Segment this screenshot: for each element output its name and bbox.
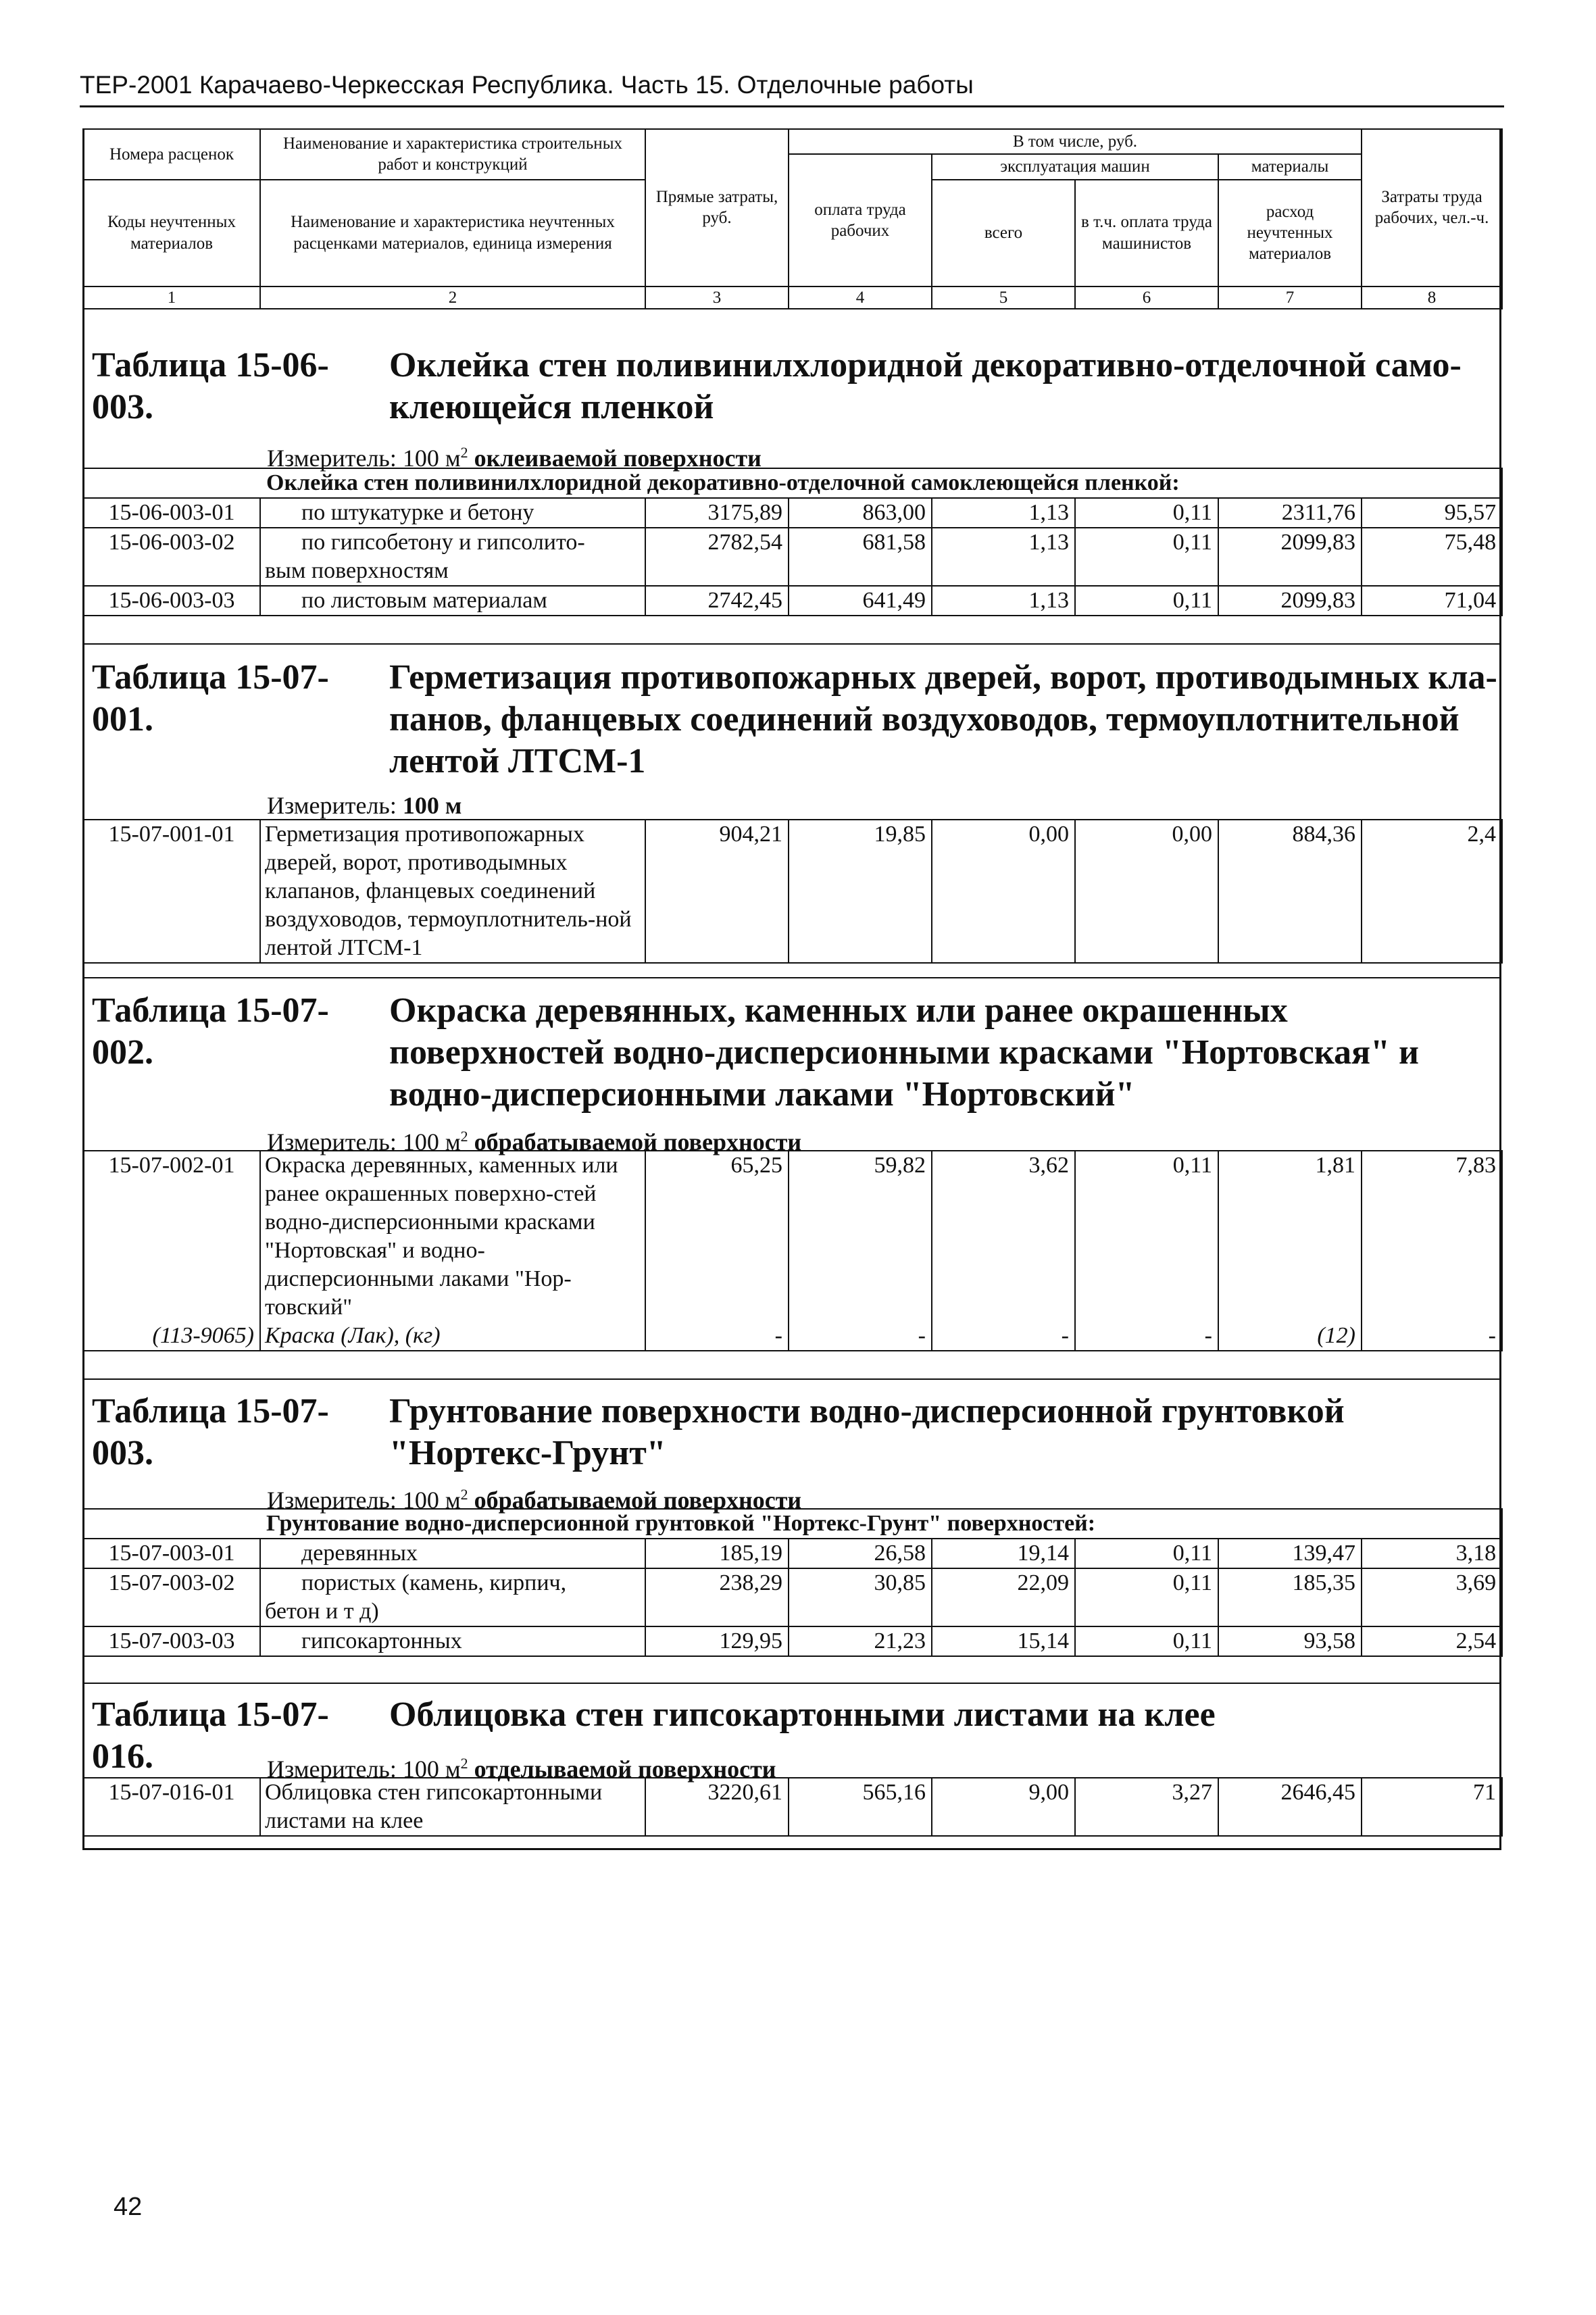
col-num-4: 4	[789, 287, 932, 309]
col-works-name: Наименование и характеристика строительных работ и конструкций	[260, 129, 645, 180]
page-number: 42	[114, 2193, 143, 2221]
table-row: 15-06-003-02 по гипсобетону и гипсолито- вым поверхностям 2782,54 681,58 1,13 0,11 2099,83 75,48	[83, 528, 1502, 586]
col-including: В том числе, руб.	[789, 129, 1362, 154]
rates-table	[82, 1777, 1503, 1837]
section-divider	[82, 643, 1501, 645]
table-title: Грунтование поверхности водно-дисперсионной грунтовкой "Нортекс-Грунт"	[389, 1392, 1345, 1472]
section-divider	[82, 977, 1501, 978]
table-title: Герметизация противопожарных дверей, ворот, противодымных кла-панов, фланцевых соединений воздуховодов, термоуплотнительной лентой ЛТСМ-1	[389, 658, 1497, 780]
measure-unit: Измеритель: 100 $м^2$ обрабатываемой поверхности	[267, 1486, 802, 1514]
table-row: 15-07-002-01 Окраска деревянных, каменных или ранее окрашенных поверхно-стей водно-дисперсионными красками "Нортовская" и водно-дисперсионными лаками "Нор-товский" 65,25 59,82 3,62 0,11 1,81 7,83	[83, 1151, 1502, 1322]
section-divider	[82, 1683, 1501, 1684]
rates-table	[82, 1508, 1503, 1657]
col-num-7: 7	[1218, 287, 1362, 309]
col-machines: эксплуатация машин	[932, 154, 1218, 179]
measure-unit: Измеритель: 100 $м^2$ отделываемой поверхности	[267, 1755, 776, 1783]
col-rate-numbers: Номера расценок	[83, 129, 260, 180]
table-number: Таблица 15-07-003.	[92, 1392, 329, 1472]
col-materials: материалы	[1218, 154, 1362, 179]
table-row: 15-07-001-01 Герметизация противопожарных дверей, ворот, противодымных клапанов, фланцевых соединений воздуховодов, термоуплотнитель-ной лентой ЛТСМ-1 904,21 19,85 0,00 0,00 884,36 2,4	[83, 820, 1502, 963]
col-machinist-wages: в т.ч. оплата труда машинистов	[1075, 180, 1218, 287]
table-row: 15-07-003-01 деревянных 185,19 26,58 19,14 0,11 139,47 3,18	[83, 1539, 1502, 1568]
col-machines-total: всего	[932, 180, 1075, 287]
table-number: Таблица 15-06-003.	[92, 346, 329, 426]
rates-table	[82, 468, 1503, 616]
measure-unit: Измеритель: 100 м	[267, 792, 462, 819]
rates-table	[82, 1150, 1503, 1351]
section-title	[92, 657, 1497, 782]
col-material-codes: Коды неучтенных материалов	[83, 180, 260, 287]
table-row: 15-06-003-03 по листовым материалам 2742,45 641,49 1,13 0,11 2099,83 71,04	[83, 586, 1502, 616]
table-row: 15-06-003-01 по штукатурке и бетону 3175,89 863,00 1,13 0,11 2311,76 95,57	[83, 498, 1502, 528]
table-title: Окраска деревянных, каменных или ранее окрашенных поверхностей водно-дисперсионными красками "Нортовская" и водно-дисперсионными лаками "Нортовский"	[389, 991, 1419, 1114]
col-num-8: 8	[1362, 287, 1502, 309]
table-row: 15-07-003-02 пористых (камень, кирпич, бетон и т д) 238,29 30,85 22,09 0,11 185,35 3,69	[83, 1568, 1502, 1626]
col-material-usage: расход неучтенных материалов	[1218, 180, 1362, 287]
group-heading: Грунтование водно-дисперсионной грунтовкой "Нортекс-Грунт" поверхностей:	[83, 1509, 1502, 1539]
section-title	[92, 345, 1497, 428]
table-title: Оклейка стен поливинилхлоридной декоративно-отделочной само-клеющейся пленкой	[389, 346, 1462, 426]
table-number: Таблица 15-07-002.	[92, 991, 329, 1072]
column-header-table	[82, 128, 1503, 309]
col-num-3: 3	[645, 287, 789, 309]
col-num-1: 1	[83, 287, 260, 309]
table-number: Таблица 15-07-016.	[92, 1695, 329, 1776]
col-num-6: 6	[1075, 287, 1218, 309]
page-header: ТЕР-2001 Карачаево-Черкесская Республика. Часть 15. Отделочные работы	[80, 71, 974, 99]
section-title	[92, 1391, 1497, 1474]
measure-unit: Измеритель: 100 $м^2$ обрабатываемой поверхности	[267, 1128, 802, 1155]
col-direct-costs: Прямые затраты, руб.	[645, 129, 789, 287]
table-row: 15-07-003-03 гипсокартонных 129,95 21,23 15,14 0,11 93,58 2,54	[83, 1626, 1502, 1656]
col-num-5: 5	[932, 287, 1075, 309]
section-title	[92, 990, 1497, 1116]
section-divider	[82, 1378, 1501, 1380]
col-num-2: 2	[260, 287, 645, 309]
table-number: Таблица 15-07-001.	[92, 658, 329, 739]
col-labor-hours: Затраты труда рабочих, чел.-ч.	[1362, 129, 1502, 287]
col-wages: оплата труда рабочих	[789, 154, 932, 286]
table-title: Облицовка стен гипсокартонными листами на клее	[389, 1695, 1216, 1734]
material-row: (113-9065) Краска (Лак), (кг) - - - - (12) -	[83, 1322, 1502, 1351]
rates-table	[82, 819, 1503, 964]
header-rule	[80, 105, 1504, 107]
group-heading: Оклейка стен поливинилхлоридной декоративно-отделочной самоклеющейся пленкой:	[83, 468, 1502, 498]
measure-unit: Измеритель: 100 $м^2$ оклеиваемой поверхности	[267, 444, 762, 472]
table-row: 15-07-016-01 Облицовка стен гипсокартонными листами на клее 3220,61 565,16 9,00 3,27 2646,45 71	[83, 1778, 1502, 1836]
col-materials-name: Наименование и характеристика неучтенных расценками материалов, единица измерения	[260, 180, 645, 287]
